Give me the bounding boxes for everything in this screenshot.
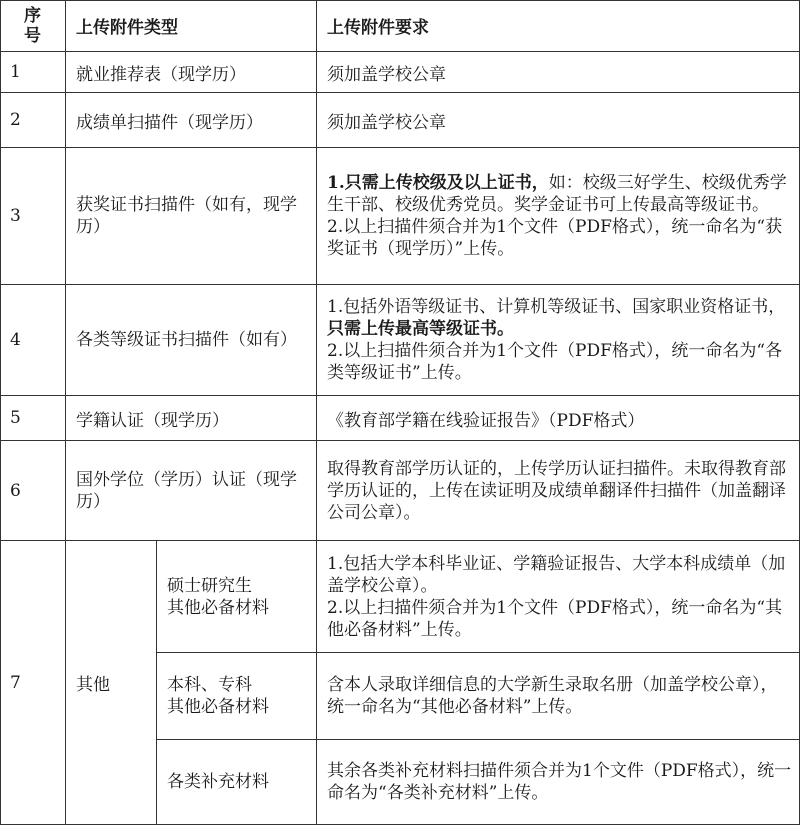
row-1-type: 就业推荐表（现学历） — [66, 52, 317, 93]
row-7-sub-1-line2: 其他必备材料 — [167, 597, 269, 618]
row-5-type: 学籍认证（现学历） — [66, 396, 317, 441]
row-7-sub-3-req: 其余各类补充材料扫描件须合并为1个文件（PDF格式），统一命名为“各类补充材料”上传。 — [317, 740, 800, 825]
row-7-sub-1-line1: 硕士研究生 — [167, 575, 252, 596]
row-6-num: 6 — [0, 441, 66, 541]
row-4-req-pre: 1.包括外语等级证书、计算机等级证书、国家职业资格证书， — [327, 297, 786, 317]
row-1-req: 须加盖学校公章 — [317, 52, 800, 93]
header-req: 上传附件要求 — [317, 0, 800, 52]
row-3-req-bold: 1.只需上传校级及以上证书， — [327, 173, 549, 193]
row-2-type: 成绩单扫描件（现学历） — [66, 93, 317, 148]
row-4-req-2: 2.以上扫描件须合并为1个文件（PDF格式），统一命名为“各类等级证书”上传。 — [327, 341, 783, 383]
row-6-req: 取得教育部学历认证的，上传学历认证扫描件。未取得教育部学历认证的，上传在读证明及成绩单翻译件扫描件（加盖翻译公司公章）。 — [317, 441, 800, 541]
row-7-sub-3-type: 各类补充材料 — [157, 740, 317, 825]
row-4-req — [317, 285, 800, 396]
row-7-sub-1-req — [317, 541, 800, 653]
row-7-sub-2-line2: 其他必备材料 — [167, 697, 269, 717]
row-6-type: 国外学位（学历）认证（现学历） — [66, 441, 317, 541]
row-4-type: 各类等级证书扫描件（如有） — [66, 285, 317, 396]
header-num — [0, 0, 66, 52]
header-type: 上传附件类型 — [66, 0, 317, 52]
row-3-req-rest: 如：校级三好学生、校级优秀学生干部、校级优秀党员。奖学金证书可上传最高等级证书。 — [327, 173, 787, 215]
header-num-line2: 号 — [24, 25, 41, 46]
row-7-sub-2-type — [157, 653, 317, 740]
header-num-line1: 序 — [24, 5, 41, 26]
row-1-num: 1 — [0, 52, 66, 93]
row-4-num: 4 — [0, 285, 66, 396]
row-3-num: 3 — [0, 148, 66, 285]
row-7-sub-1-req-1: 1.包括大学本科毕业证、学籍验证报告、大学本科成绩单（加盖学校公章）。 — [327, 553, 786, 596]
row-3-req-2: 2.以上扫描件须合并为1个文件（PDF格式），统一命名为“获奖证书（现学历）”上传。 — [327, 217, 783, 259]
row-5-req: 《教育部学籍在线验证报告》（PDF格式） — [317, 396, 800, 441]
row-2-req: 须加盖学校公章 — [317, 93, 800, 148]
row-3-type: 获奖证书扫描件（如有，现学历） — [66, 148, 317, 285]
row-2-num: 2 — [0, 93, 66, 148]
row-7-num: 7 — [0, 541, 66, 825]
row-7-sub-2-line1: 本科、专科 — [167, 675, 252, 695]
row-5-num: 5 — [0, 396, 66, 441]
row-4-req-bold: 只需上传最高等级证书。 — [327, 319, 514, 339]
row-7-type: 其他 — [66, 541, 157, 825]
row-7-sub-1-req-2: 2.以上扫描件须合并为1个文件（PDF格式），统一命名为“其他必备材料”上传。 — [327, 597, 783, 640]
row-3-req — [317, 148, 800, 285]
row-7-sub-1-type — [157, 541, 317, 653]
row-7-sub-2-req: 含本人录取详细信息的大学新生录取名册（加盖学校公章），统一命名为“其他必备材料”上传。 — [317, 653, 800, 740]
